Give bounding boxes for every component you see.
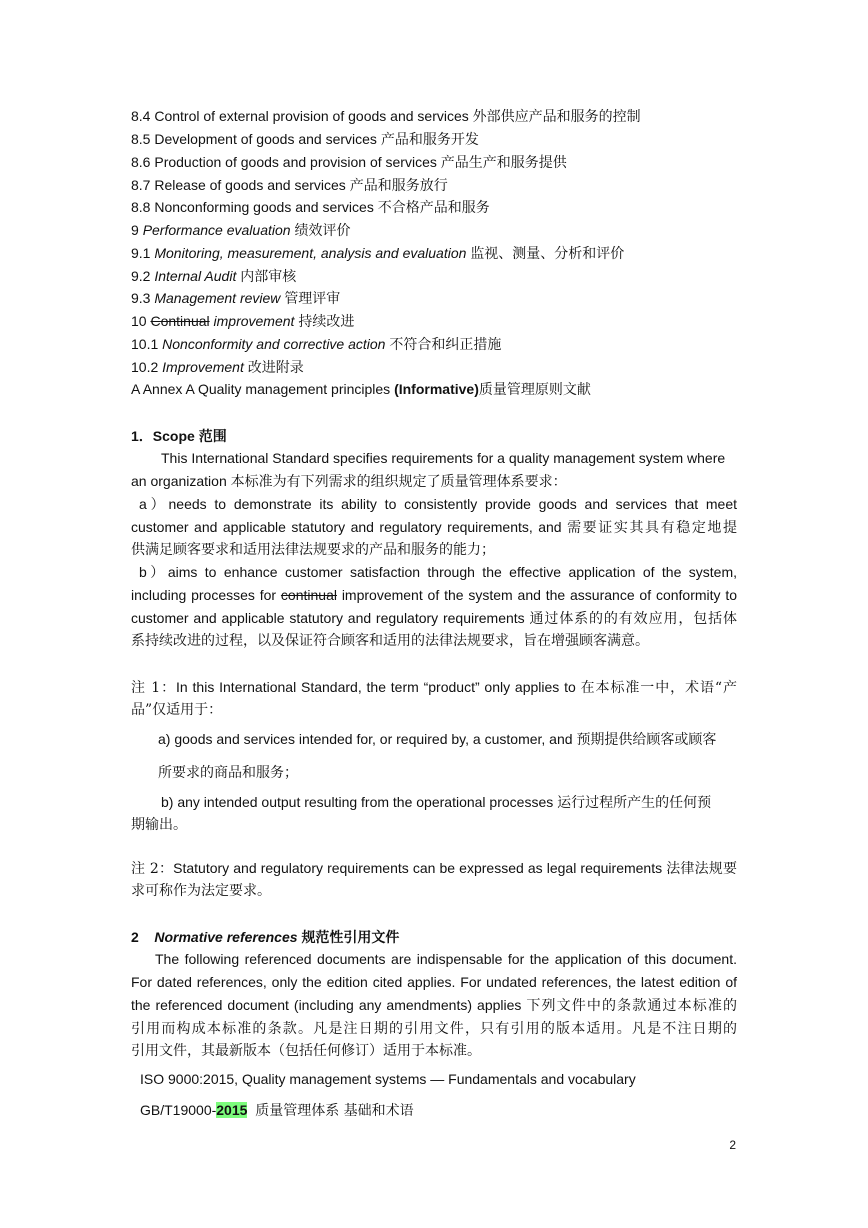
toc-line-10-2: 10.2 Improvement 改进附录 [131, 359, 304, 376]
toc-line-8-6: 8.6 Production of goods and provision of services 产品生产和服务提供 [131, 154, 567, 171]
scope-text-line: an organization 本标准为有下列需求的组织规定了质量管理体系要求： [131, 473, 567, 490]
normative-text-line: 引用而构成本标准的条款。凡是注日期的引用文件，只有引用的版本适用。凡是不注日期的 [131, 1021, 737, 1037]
deleted-text: continual [280, 587, 337, 603]
normative-text-line: The following referenced documents are indispensable for the application of this document. [155, 951, 737, 967]
note-1-item-b: 期输出。 [131, 817, 187, 833]
reference-iso-9000: ISO 9000:2015, Quality management systems — Fundamentals and vocabulary [140, 1071, 636, 1087]
deleted-text: Continual [150, 313, 210, 329]
reference-gb-t19000: GB/T19000-2015 质量管理体系 基础和术语 [140, 1102, 414, 1119]
toc-line-10-1: 10.1 Nonconformity and corrective action 不符合和纠正措施 [131, 336, 502, 353]
section-heading-normative-references: 2 Normative references 规范性引用文件 [131, 929, 400, 946]
toc-line-annex-a: A Annex A Quality management principles (Informative)质量管理原则文献 [131, 381, 591, 398]
scope-item-a-line: 供满足顾客要求和适用法律法规要求的产品和服务的能力； [131, 542, 495, 558]
scope-item-b-line: customer and applicable statutory and regulatory requirements 通过体系的的有效应用，包括体 [131, 610, 738, 627]
toc-line-8-4: 8.4 Control of external provision of goods and services 外部供应产品和服务的控制 [131, 108, 641, 125]
normative-text-line: 引用文件，其最新版本（包括任何修订）适用于本标准。 [131, 1043, 481, 1059]
toc-line-8-8: 8.8 Nonconforming goods and services 不合格产品和服务 [131, 199, 490, 216]
note-1-item-a: a) goods and services intended for, or required by, a customer, and 预期提供给顾客或顾客 [158, 731, 717, 748]
note-1-item-a: 所要求的商品和服务； [158, 765, 298, 781]
highlighted-year: 2015 [216, 1102, 248, 1118]
normative-text-line: For dated references, only the edition cited applies. For undated references, the latest edition of [131, 974, 737, 990]
note-2-line: 求可称作为法定要求。 [131, 883, 271, 899]
section-heading-scope: 1．Scope 范围 [131, 428, 227, 445]
normative-text-line: the referenced document (including any amendments) applies 下列文件中的条款通过本标准的 [131, 997, 738, 1014]
toc-line-9-2: 9.2 Internal Audit 内部审核 [131, 268, 297, 285]
note-1-line: 品”仅适用于： [131, 702, 223, 718]
toc-line-9-1: 9.1 Monitoring, measurement, analysis and evaluation 监视、测量、分析和评价 [131, 245, 625, 262]
toc-line-10: 10 Continual improvement 持续改进 [131, 313, 355, 330]
scope-item-a-line: a）needs to demonstrate its ability to consistently provide goods and services that meet [139, 496, 737, 512]
toc-line-8-7: 8.7 Release of goods and services 产品和服务放行 [131, 177, 448, 194]
note-1-line: 注 1：In this International Standard, the term “product” only applies to 在本标准一中，术语“产 [131, 679, 737, 696]
scope-item-b-line: 系持续改进的过程，以及保证符合顾客和适用的法律法规要求，旨在增强顾客满意。 [131, 633, 649, 649]
page-number: 2 [729, 1138, 736, 1152]
toc-line-8-5: 8.5 Development of goods and services 产品和服务开发 [131, 131, 479, 148]
note-2-line: 注 2：Statutory and regulatory requirements can be expressed as legal requirements 法律法规要 [131, 860, 738, 877]
toc-line-9-3: 9.3 Management review 管理评审 [131, 290, 341, 307]
scope-text-line: This International Standard specifies requirements for a quality management system where [161, 450, 726, 466]
scope-item-a-line: customer and applicable statutory and regulatory requirements, and 需要证实其具有稳定地提 [131, 519, 738, 536]
toc-line-9: 9 Performance evaluation 绩效评价 [131, 222, 351, 239]
scope-item-b-line: b）aims to enhance customer satisfaction through the effective application of the system, [139, 564, 737, 580]
scope-item-b-line: including processes for continual improvement of the system and the assurance of conformity to [131, 587, 738, 603]
note-1-item-b: b) any intended output resulting from the operational processes 运行过程所产生的任何预 [161, 794, 712, 811]
